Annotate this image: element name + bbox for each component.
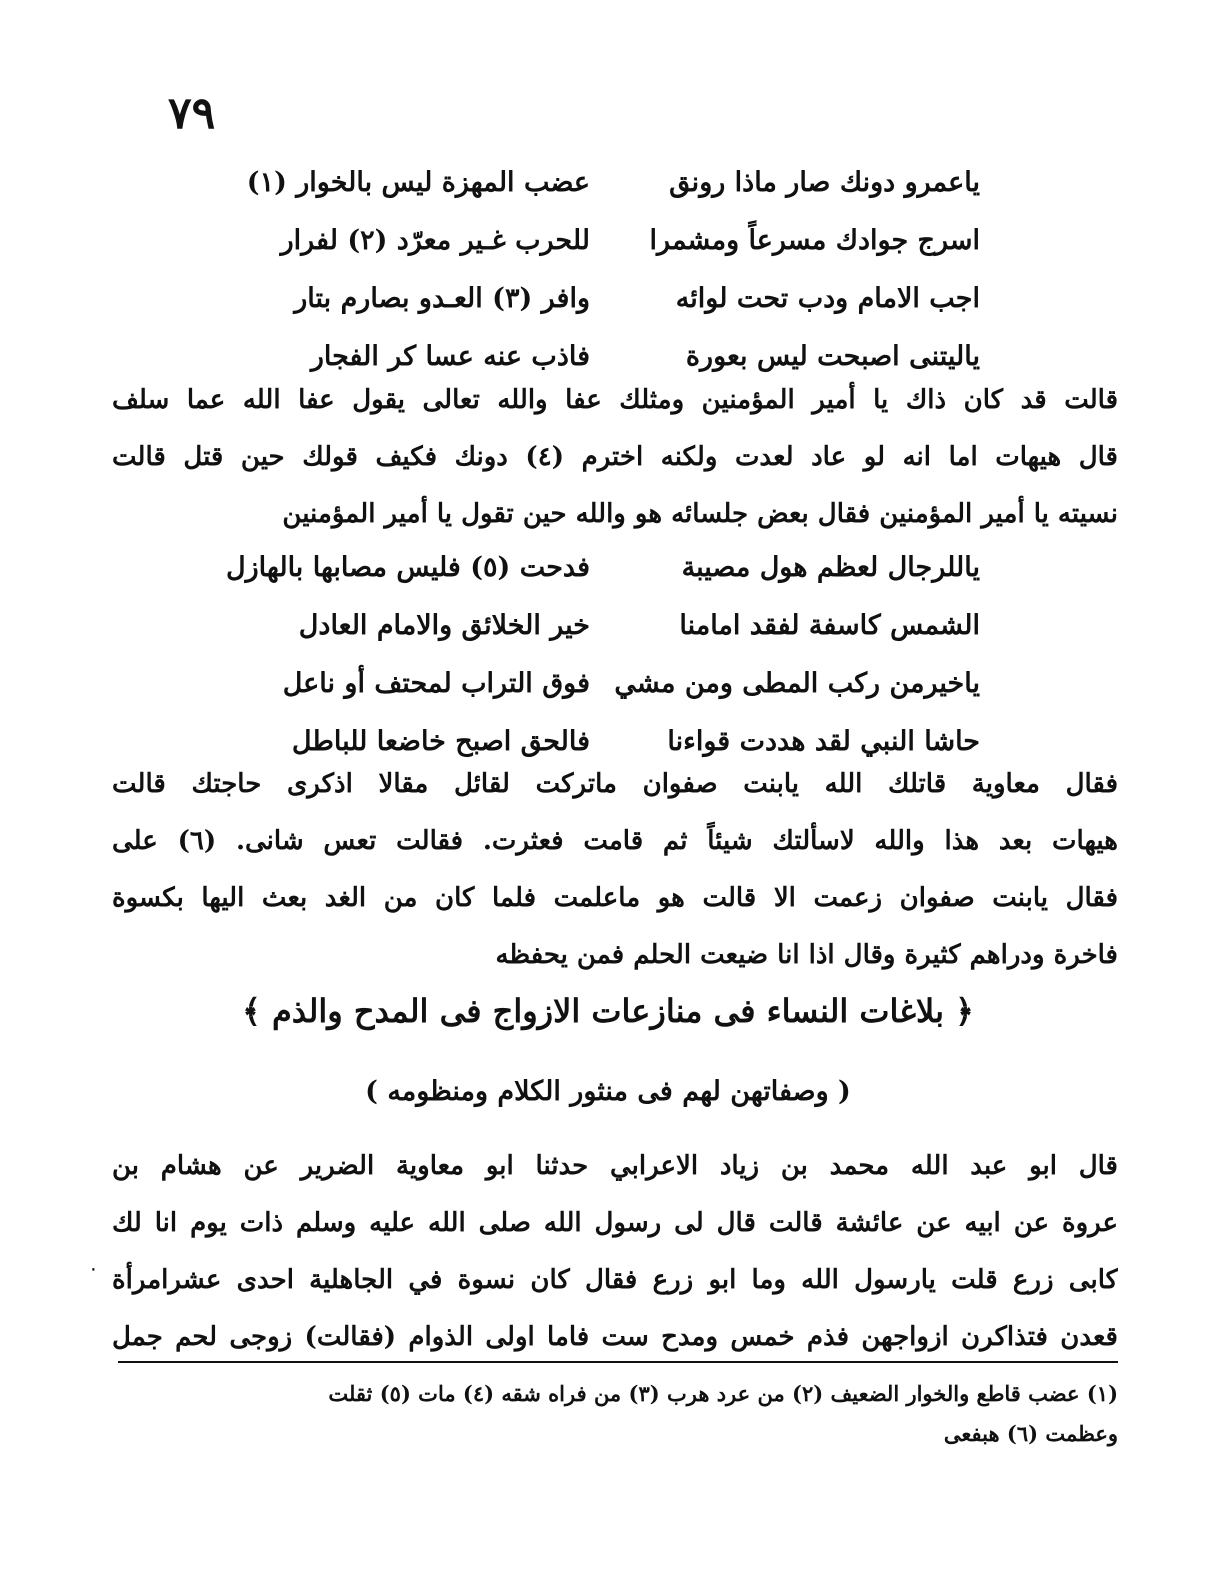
verse-line xyxy=(220,654,980,712)
page-number: ٧٩ xyxy=(168,88,216,139)
verse-hemistich-left: خير الخلائق والامام العادل xyxy=(298,609,590,641)
verse-hemistich-right: اسرج جوادك مسرعاً ومشمرا xyxy=(649,224,980,256)
verse-hemistich-right: الشمس كاسفة لفقد امامنا xyxy=(679,609,980,641)
verse-hemistich-right: اجب الامام ودب تحت لوائه xyxy=(675,282,980,314)
text-line: قال هيهات اما انه لو عاد لعدت ولكنه اخترم (٤) دونك فكيف قولك حين قتل قالت xyxy=(112,442,1118,472)
verse-line xyxy=(220,211,980,269)
footnote-line: وعظمت (٦) هبفعى xyxy=(943,1421,1118,1446)
verse-line xyxy=(220,538,980,596)
verse-hemistich-right: ياليتنى اصبحت ليس بعورة xyxy=(685,340,980,372)
verse-line xyxy=(220,153,980,211)
verse-line xyxy=(220,596,980,654)
verse-hemistich-left: فدحت (٥) فليس مصابها بالهازل xyxy=(226,551,590,583)
text-line: نسيته يا أمير المؤمنين فقال بعض جلسائه هو والله حين تقول يا أمير المؤمنين xyxy=(282,499,1118,529)
text-line: فاخرة ودراهم كثيرة وقال اذا انا ضيعت الحلم فمن يحفظه xyxy=(495,940,1118,970)
verse-hemistich-right: ياخيرمن ركب المطى ومن مشي xyxy=(614,667,980,699)
footnote-divider xyxy=(118,1361,1118,1363)
verse-hemistich-right: ياعمرو دونك صار ماذا رونق xyxy=(669,166,980,198)
prose-paragraph-3 xyxy=(112,1138,1118,1366)
text-line: هيهات بعد هذا والله لاسألتك شيئاً ثم قامت فعثرت. فقالت تعس شانى. (٦) على xyxy=(112,826,1118,856)
text-line: عروة عن ابيه عن عائشة قالت قال لى رسول الله صلى الله عليه وسلم ذات يوم انا لك xyxy=(112,1208,1118,1238)
margin-mark: ٠ xyxy=(88,1256,99,1280)
verse-hemistich-left: فالحق اصبح خاضعا للباطل xyxy=(291,725,590,757)
verse-hemistich-left: فاذب عنه عسا كر الفجار xyxy=(310,340,590,372)
verse-hemistich-left: فوق التراب لمحتف أو ناعل xyxy=(282,667,590,699)
text-line: كابى زرع قلت يارسول الله وما ابو زرع فقال كان نسوة في الجاهلية احدى عشرامرأة xyxy=(112,1265,1118,1295)
prose-paragraph-1 xyxy=(112,372,1118,543)
verse-hemistich-right: حاشا النبي لقد هددت قواءنا xyxy=(667,725,980,757)
verse-line xyxy=(220,269,980,327)
footnotes xyxy=(118,1374,1118,1454)
section-title: ﴿ بلاغات النساء فى منازعات الازواج فى المدح والذم ﴾ xyxy=(242,992,974,1030)
section-subtitle: ( وصفاتهن لهم فى منثور الكلام ومنظومه ) xyxy=(365,1076,851,1107)
text-line: قال ابو عبد الله محمد بن زياد الاعرابي حدثنا ابو معاوية الضرير عن هشام بن xyxy=(112,1151,1118,1181)
text-line: فقال معاوية قاتلك الله يابنت صفوان ماتركت لقائل مقالا اذكرى حاجتك قالت xyxy=(112,769,1118,799)
text-line: قالت قد كان ذاك يا أمير المؤمنين ومثلك عفا والله تعالى يقول عفا الله عما سلف xyxy=(112,385,1118,415)
verse-hemistich-left: عضب المهزة ليس بالخوار (١) xyxy=(246,166,590,198)
text-line: قعدن فتذاكرن ازواجهن فذم خمس ومدح ست فاما اولى الذوام (فقالت) زوجى لحم جمل xyxy=(112,1322,1118,1352)
verse-hemistich-left: وافر (٣) العـدو بصارم بتار xyxy=(294,282,590,314)
verse-hemistich-left: للحرب غـير معرّد (٢) لفرار xyxy=(280,224,590,256)
text-line: فقال يابنت صفوان زعمت الا قالت هو ماعلمت فلما كان من الغد بعث اليها بكسوة xyxy=(112,883,1118,913)
poem-stanza-1 xyxy=(220,153,980,385)
prose-paragraph-2 xyxy=(112,756,1118,984)
verse-hemistich-right: ياللرجال لعظم هول مصيبة xyxy=(681,551,980,583)
poem-stanza-2 xyxy=(220,538,980,770)
footnote-line: (١) عضب قاطع والخوار الضعيف (٢) من عرد هرب (٣) من فراه شقه (٤) مات (٥) ثقلت xyxy=(328,1381,1118,1406)
